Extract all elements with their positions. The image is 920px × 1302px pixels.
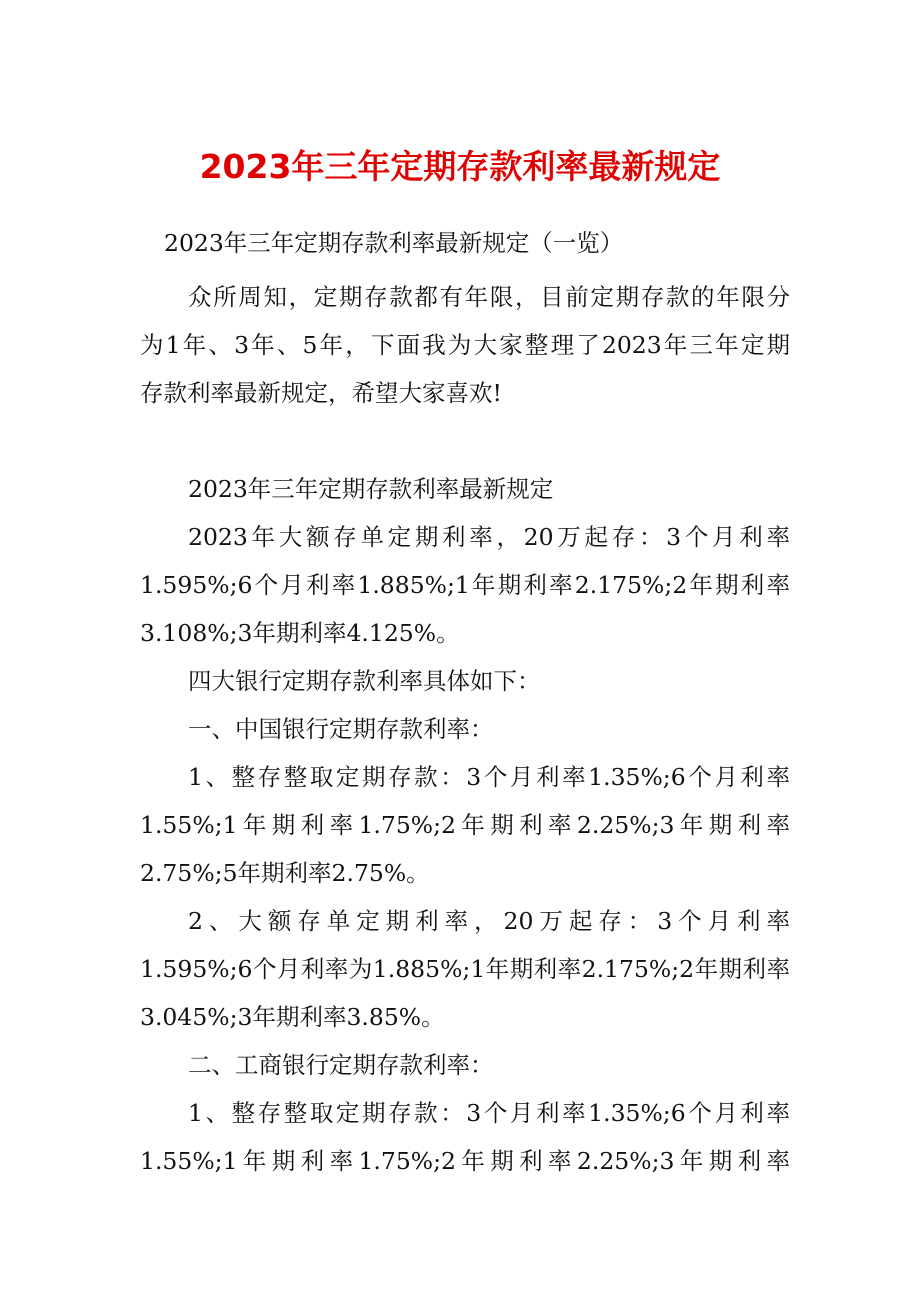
large-deposit-line-1: 2023年大额存单定期利率，20万起存：3个月利率 <box>188 523 790 551</box>
boc-item1-line-1: 1、整存整取定期存款：3个月利率1.35%;6个月利率 <box>188 763 790 791</box>
intro-line-1: 众所周知，定期存款都有年限，目前定期存款的年限分 <box>188 283 790 311</box>
boc-item1-line-2: 1.55%;1年期利率1.75%;2年期利率2.25%;3年期利率 <box>140 811 790 839</box>
large-deposit-line-2: 1.595%;6个月利率1.885%;1年期利率2.175%;2年期利率 <box>140 571 790 599</box>
boc-item1-line-3: 2.75%;5年期利率2.75%。 <box>140 859 430 887</box>
intro-line-2: 为1年、3年、5年，下面我为大家整理了2023年三年定期 <box>140 331 790 359</box>
section-heading: 2023年三年定期存款利率最新规定 <box>188 475 554 503</box>
four-banks-intro: 四大银行定期存款利率具体如下： <box>188 667 541 695</box>
icbc-item1-line-2: 1.55%;1年期利率1.75%;2年期利率2.25%;3年期利率 <box>140 1147 790 1175</box>
icbc-item1-line-1: 1、整存整取定期存款：3个月利率1.35%;6个月利率 <box>188 1099 790 1127</box>
boc-item2-line-3: 3.045%;3年期利率3.85%。 <box>140 1003 445 1031</box>
icbc-heading: 二、工商银行定期存款利率： <box>188 1051 494 1079</box>
boc-heading: 一、中国银行定期存款利率： <box>188 715 494 743</box>
large-deposit-line-3: 3.108%;3年期利率4.125%。 <box>140 619 460 647</box>
intro-line-3: 存款利率最新规定，希望大家喜欢! <box>140 379 502 407</box>
subtitle: 2023年三年定期存款利率最新规定（一览） <box>164 229 624 257</box>
boc-item2-line-1: 2、大额存单定期利率，20万起存：3个月利率 <box>188 907 790 935</box>
boc-item2-line-2: 1.595%;6个月利率为1.885%;1年期利率2.175%;2年期利率 <box>140 955 790 983</box>
document-title: 2023年三年定期存款利率最新规定 <box>199 147 721 186</box>
